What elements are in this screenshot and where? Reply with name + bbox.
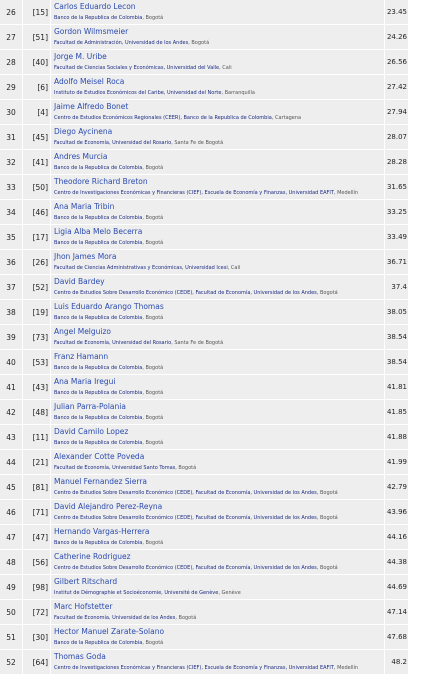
score: 48.2	[385, 650, 408, 674]
affiliation-location: , Medellín	[333, 664, 359, 671]
author-cell	[51, 225, 384, 249]
author-name-link[interactable]: Ligia Alba Melo Becerra	[54, 227, 143, 236]
affiliation-link[interactable]: Facultad de Economía, Universidad del Rosario	[54, 139, 172, 146]
rank-number: 47	[0, 525, 22, 549]
author-name-link[interactable]: David Bardey	[54, 277, 105, 286]
score: 33.25	[385, 200, 408, 224]
table-row	[0, 50, 432, 75]
author-cell	[51, 250, 384, 274]
affiliation	[54, 315, 163, 321]
rank-number: 42	[0, 400, 22, 424]
table-row	[0, 400, 432, 425]
previous-rank: [64]	[23, 650, 50, 674]
affiliation-location: , Bogotá	[175, 464, 197, 471]
previous-rank: [48]	[23, 400, 50, 424]
table-row	[0, 350, 432, 375]
table-row	[0, 125, 432, 150]
affiliation	[54, 115, 301, 121]
affiliation	[54, 440, 163, 446]
rank-number: 40	[0, 350, 22, 374]
author-name-link[interactable]: Theodore Richard Breton	[54, 177, 148, 186]
author-cell	[51, 475, 384, 499]
author-name-link[interactable]: Franz Hamann	[54, 352, 109, 361]
row-edge	[409, 600, 432, 624]
previous-rank: [40]	[23, 50, 50, 74]
author-cell	[51, 0, 384, 24]
table-row	[0, 200, 432, 225]
affiliation-location: , Bogotá	[142, 214, 164, 221]
table-row	[0, 625, 432, 650]
affiliation-link[interactable]: Centro de Estudios Económicos Regionales (CEER), Banco de la Republica de Colombia	[54, 114, 272, 121]
affiliation	[54, 15, 163, 21]
previous-rank: [98]	[23, 575, 50, 599]
previous-rank: [73]	[23, 325, 50, 349]
table-row	[0, 475, 432, 500]
author-name-link[interactable]: Julian Parra-Polania	[54, 402, 126, 411]
author-name-link[interactable]: David Camilo Lopez	[54, 427, 129, 436]
rank-number: 50	[0, 600, 22, 624]
affiliation	[54, 465, 196, 471]
affiliation	[54, 240, 163, 246]
affiliation	[54, 365, 163, 371]
affiliation-location: , Bogotá	[142, 389, 164, 396]
rank-number: 29	[0, 75, 22, 99]
score: 41.88	[385, 425, 408, 449]
author-cell	[51, 300, 384, 324]
author-cell	[51, 100, 384, 124]
rank-number: 28	[0, 50, 22, 74]
row-edge	[409, 275, 432, 299]
affiliation-location: , Bogotá	[316, 564, 338, 571]
affiliation	[54, 290, 338, 296]
affiliation-link[interactable]: Centro de Estudios Sobre Desarrollo Económico (CEDE), Facultad de Economía, Universidad de los Andes	[54, 514, 317, 521]
affiliation	[54, 515, 338, 521]
previous-rank: [11]	[23, 425, 50, 449]
rank-number: 30	[0, 100, 22, 124]
affiliation-location: , Bogotá	[142, 14, 164, 21]
author-name-link[interactable]: Luis Eduardo Arango Thomas	[54, 302, 164, 311]
score: 38.54	[385, 325, 408, 349]
author-name-link[interactable]: Hector Manuel Zarate-Solano	[54, 627, 165, 636]
affiliation-location: , Bogotá	[142, 414, 164, 421]
table-row	[0, 650, 432, 675]
author-name-link[interactable]: Marc Hofstetter	[54, 602, 113, 611]
affiliation	[54, 415, 163, 421]
score: 41.81	[385, 375, 408, 399]
rank-number: 49	[0, 575, 22, 599]
author-cell	[51, 350, 384, 374]
table-row	[0, 375, 432, 400]
row-edge	[409, 150, 432, 174]
row-edge	[409, 75, 432, 99]
affiliation-link[interactable]: Centro de Estudios Sobre Desarrollo Económico (CEDE), Facultad de Economía, Universidad de los Andes	[54, 489, 317, 496]
author-cell	[51, 150, 384, 174]
previous-rank: [52]	[23, 275, 50, 299]
score: 24.26	[385, 25, 408, 49]
affiliation-location: , Santa Fe de Bogotá	[171, 339, 224, 346]
affiliation-link[interactable]: Banco de la Republica de Colombia	[54, 364, 143, 371]
rank-number: 51	[0, 625, 22, 649]
score: 38.54	[385, 350, 408, 374]
row-edge	[409, 425, 432, 449]
rank-number: 41	[0, 375, 22, 399]
previous-rank: [47]	[23, 525, 50, 549]
rank-number: 35	[0, 225, 22, 249]
author-cell	[51, 175, 384, 199]
affiliation-location: , Cali	[227, 264, 241, 271]
affiliation-link[interactable]: Banco de la Republica de Colombia	[54, 414, 143, 421]
score: 36.71	[385, 250, 408, 274]
rank-number: 26	[0, 0, 22, 24]
row-edge	[409, 650, 432, 674]
table-row	[0, 450, 432, 475]
row-edge	[409, 375, 432, 399]
score: 28.07	[385, 125, 408, 149]
affiliation-link[interactable]: Institut de Démographie et Socioéconomie, Université de Genève	[54, 589, 219, 596]
row-edge	[409, 50, 432, 74]
affiliation-location: , Bogotá	[142, 164, 164, 171]
affiliation	[54, 165, 163, 171]
previous-rank: [72]	[23, 600, 50, 624]
author-cell	[51, 625, 384, 649]
table-row	[0, 175, 432, 200]
author-cell	[51, 75, 384, 99]
affiliation-link[interactable]: Facultad de Economía, Universidad de los Andes	[54, 614, 176, 621]
row-edge	[409, 0, 432, 24]
table-row	[0, 300, 432, 325]
affiliation-link[interactable]: Centro de Investigaciones Económicas y Financieras (CIEF), Escuela de Economía y Finanzas, Universidad EAFIT	[54, 189, 334, 196]
author-name-link[interactable]: Jaime Alfredo Bonet	[54, 102, 129, 111]
row-edge	[409, 575, 432, 599]
affiliation-location: , Genève	[218, 589, 241, 596]
previous-rank: [21]	[23, 450, 50, 474]
affiliation	[54, 215, 163, 221]
author-name-link[interactable]: Thomas Goda	[54, 652, 106, 661]
affiliation	[54, 40, 209, 46]
table-row	[0, 225, 432, 250]
row-edge	[409, 550, 432, 574]
row-edge	[409, 175, 432, 199]
affiliation	[54, 140, 223, 146]
affiliation-link[interactable]: Banco de la Republica de Colombia	[54, 639, 143, 646]
affiliation-location: , Bogotá	[142, 364, 164, 371]
row-edge	[409, 25, 432, 49]
author-cell	[51, 375, 384, 399]
row-edge	[409, 300, 432, 324]
score: 41.99	[385, 450, 408, 474]
score: 28.28	[385, 150, 408, 174]
score: 44.38	[385, 550, 408, 574]
affiliation-location: , Cartagena	[271, 114, 302, 121]
score: 27.42	[385, 75, 408, 99]
table-row	[0, 75, 432, 100]
table-row	[0, 25, 432, 50]
author-name-link[interactable]: Alexander Cotte Poveda	[54, 452, 145, 461]
affiliation	[54, 90, 255, 96]
previous-rank: [56]	[23, 550, 50, 574]
affiliation-link[interactable]: Facultad de Economía, Universidad Santo Tomas	[54, 464, 176, 471]
author-cell	[51, 200, 384, 224]
score: 33.49	[385, 225, 408, 249]
author-name-link[interactable]: Angel Melguizo	[54, 327, 112, 336]
affiliation-link[interactable]: Banco de la Republica de Colombia	[54, 539, 143, 546]
rank-number: 48	[0, 550, 22, 574]
affiliation	[54, 490, 338, 496]
affiliation-link[interactable]: Facultad de Ciencias Administrativas y Económicas, Universidad Icesi	[54, 264, 228, 271]
previous-rank: [19]	[23, 300, 50, 324]
affiliation-link[interactable]: Centro de Estudios Sobre Desarrollo Económico (CEDE), Facultad de Economía, Universidad de los Andes	[54, 564, 317, 571]
author-name-link[interactable]: Ana Maria Iregui	[54, 377, 116, 386]
previous-rank: [50]	[23, 175, 50, 199]
rank-number: 34	[0, 200, 22, 224]
author-cell	[51, 575, 384, 599]
affiliation	[54, 590, 241, 596]
rank-number: 38	[0, 300, 22, 324]
author-cell	[51, 425, 384, 449]
affiliation-location: , Bogotá	[175, 614, 197, 621]
affiliation-link[interactable]: Banco de la Republica de Colombia	[54, 164, 143, 171]
previous-rank: [46]	[23, 200, 50, 224]
row-edge	[409, 450, 432, 474]
previous-rank: [41]	[23, 150, 50, 174]
affiliation-location: , Bogotá	[316, 489, 338, 496]
table-row	[0, 100, 432, 125]
row-edge	[409, 500, 432, 524]
affiliation-link[interactable]: Facultad de Economía, Universidad del Rosario	[54, 339, 172, 346]
affiliation-location: , Bogotá	[142, 439, 164, 446]
score: 37.4	[385, 275, 408, 299]
author-name-link[interactable]: Manuel Fernandez Sierra	[54, 477, 148, 486]
rank-number: 39	[0, 325, 22, 349]
affiliation	[54, 65, 232, 71]
affiliation-location: , Bogotá	[142, 639, 164, 646]
score: 23.45	[385, 0, 408, 24]
author-cell	[51, 650, 384, 674]
affiliation-location: , Bogotá	[316, 514, 338, 521]
score: 47.68	[385, 625, 408, 649]
row-edge	[409, 475, 432, 499]
rank-number: 45	[0, 475, 22, 499]
row-edge	[409, 325, 432, 349]
previous-rank: [15]	[23, 0, 50, 24]
affiliation-location: , Bogotá	[316, 289, 338, 296]
affiliation	[54, 565, 338, 571]
affiliation-link[interactable]: Facultad de Ciencias Sociales y Económicas, Universidad del Valle	[54, 64, 220, 71]
row-edge	[409, 125, 432, 149]
affiliation-link[interactable]: Banco de la Republica de Colombia	[54, 439, 143, 446]
author-name-link[interactable]: Carlos Eduardo Lecon	[54, 2, 136, 11]
affiliation	[54, 540, 163, 546]
rank-number: 46	[0, 500, 22, 524]
previous-rank: [43]	[23, 375, 50, 399]
table-row	[0, 600, 432, 625]
row-edge	[409, 525, 432, 549]
score: 42.79	[385, 475, 408, 499]
affiliation	[54, 340, 223, 346]
table-row	[0, 250, 432, 275]
affiliation-link[interactable]: Centro de Investigaciones Económicas y Financieras (CIEF), Escuela de Economía y Finanzas, Universidad EAFIT	[54, 664, 334, 671]
affiliation	[54, 265, 240, 271]
score: 38.05	[385, 300, 408, 324]
row-edge	[409, 250, 432, 274]
row-edge	[409, 350, 432, 374]
author-cell	[51, 525, 384, 549]
score: 44.16	[385, 525, 408, 549]
table-row	[0, 525, 432, 550]
affiliation-link[interactable]: Facultad de Administración, Universidad de los Andes	[54, 39, 189, 46]
table-row	[0, 0, 432, 25]
author-name-link[interactable]: Ana Maria Tribin	[54, 202, 115, 211]
table-row	[0, 325, 432, 350]
affiliation	[54, 665, 358, 671]
author-cell	[51, 275, 384, 299]
author-cell	[51, 450, 384, 474]
previous-rank: [6]	[23, 75, 50, 99]
score: 44.69	[385, 575, 408, 599]
affiliation-location: , Bogotá	[142, 314, 164, 321]
previous-rank: [81]	[23, 475, 50, 499]
score: 47.14	[385, 600, 408, 624]
rank-number: 52	[0, 650, 22, 674]
author-name-link[interactable]: Jorge M. Uribe	[54, 52, 107, 61]
previous-rank: [71]	[23, 500, 50, 524]
previous-rank: [53]	[23, 350, 50, 374]
rank-number: 43	[0, 425, 22, 449]
table-row	[0, 550, 432, 575]
affiliation	[54, 615, 196, 621]
affiliation-location: , Bogotá	[142, 539, 164, 546]
affiliation	[54, 190, 358, 196]
row-edge	[409, 100, 432, 124]
score: 27.94	[385, 100, 408, 124]
author-name-link[interactable]: Gordon Wilmsmeier	[54, 27, 129, 36]
previous-rank: [4]	[23, 100, 50, 124]
author-cell	[51, 125, 384, 149]
author-cell	[51, 400, 384, 424]
affiliation-link[interactable]: Banco de la Republica de Colombia	[54, 314, 143, 321]
affiliation	[54, 640, 163, 646]
rank-number: 32	[0, 150, 22, 174]
table-row	[0, 150, 432, 175]
author-name-link[interactable]: David Alejandro Perez-Reyna	[54, 502, 163, 511]
previous-rank: [51]	[23, 25, 50, 49]
row-edge	[409, 625, 432, 649]
rank-number: 36	[0, 250, 22, 274]
score: 41.85	[385, 400, 408, 424]
previous-rank: [17]	[23, 225, 50, 249]
score: 26.56	[385, 50, 408, 74]
author-name-link[interactable]: Hernando Vargas-Herrera	[54, 527, 150, 536]
score: 43.96	[385, 500, 408, 524]
previous-rank: [26]	[23, 250, 50, 274]
author-name-link[interactable]: Gilbert Ritschard	[54, 577, 118, 586]
affiliation-location: , Bogotá	[188, 39, 210, 46]
affiliation-link[interactable]: Banco de la Republica de Colombia	[54, 214, 143, 221]
affiliation-link[interactable]: Centro de Estudios Sobre Desarrollo Económico (CEDE), Facultad de Economía, Universidad de los Andes	[54, 289, 317, 296]
affiliation-link[interactable]: Banco de la Republica de Colombia	[54, 14, 143, 21]
author-name-link[interactable]: Diego Aycinena	[54, 127, 113, 136]
rank-number: 44	[0, 450, 22, 474]
affiliation-location: , Bogotá	[142, 239, 164, 246]
affiliation-location: , Cali	[219, 64, 232, 71]
author-name-link[interactable]: Jhon James Mora	[54, 252, 117, 261]
affiliation-location: , Barranquilla	[221, 89, 255, 96]
row-edge	[409, 200, 432, 224]
author-cell	[51, 550, 384, 574]
table-row	[0, 575, 432, 600]
author-name-link[interactable]: Andres Murcia	[54, 152, 108, 161]
affiliation-link[interactable]: Banco de la Republica de Colombia	[54, 389, 143, 396]
previous-rank: [45]	[23, 125, 50, 149]
row-edge	[409, 225, 432, 249]
author-name-link[interactable]: Catherine Rodriguez	[54, 552, 131, 561]
score: 31.65	[385, 175, 408, 199]
table-row	[0, 275, 432, 300]
row-edge	[409, 400, 432, 424]
author-cell	[51, 50, 384, 74]
affiliation-link[interactable]: Banco de la Republica de Colombia	[54, 239, 143, 246]
rank-number: 33	[0, 175, 22, 199]
affiliation	[54, 390, 163, 396]
author-cell	[51, 500, 384, 524]
previous-rank: [30]	[23, 625, 50, 649]
table-row	[0, 425, 432, 450]
rank-number: 31	[0, 125, 22, 149]
author-name-link[interactable]: Adolfo Meisel Roca	[54, 77, 125, 86]
affiliation-link[interactable]: Instituto de Estudios Económicos del Caribe, Universidad del Norte	[54, 89, 222, 96]
affiliation-location: , Santa Fe de Bogotá	[171, 139, 224, 146]
author-cell	[51, 25, 384, 49]
rank-number: 37	[0, 275, 22, 299]
author-cell	[51, 325, 384, 349]
affiliation-location: , Medellín	[333, 189, 359, 196]
rank-number: 27	[0, 25, 22, 49]
table-row	[0, 500, 432, 525]
author-cell	[51, 600, 384, 624]
